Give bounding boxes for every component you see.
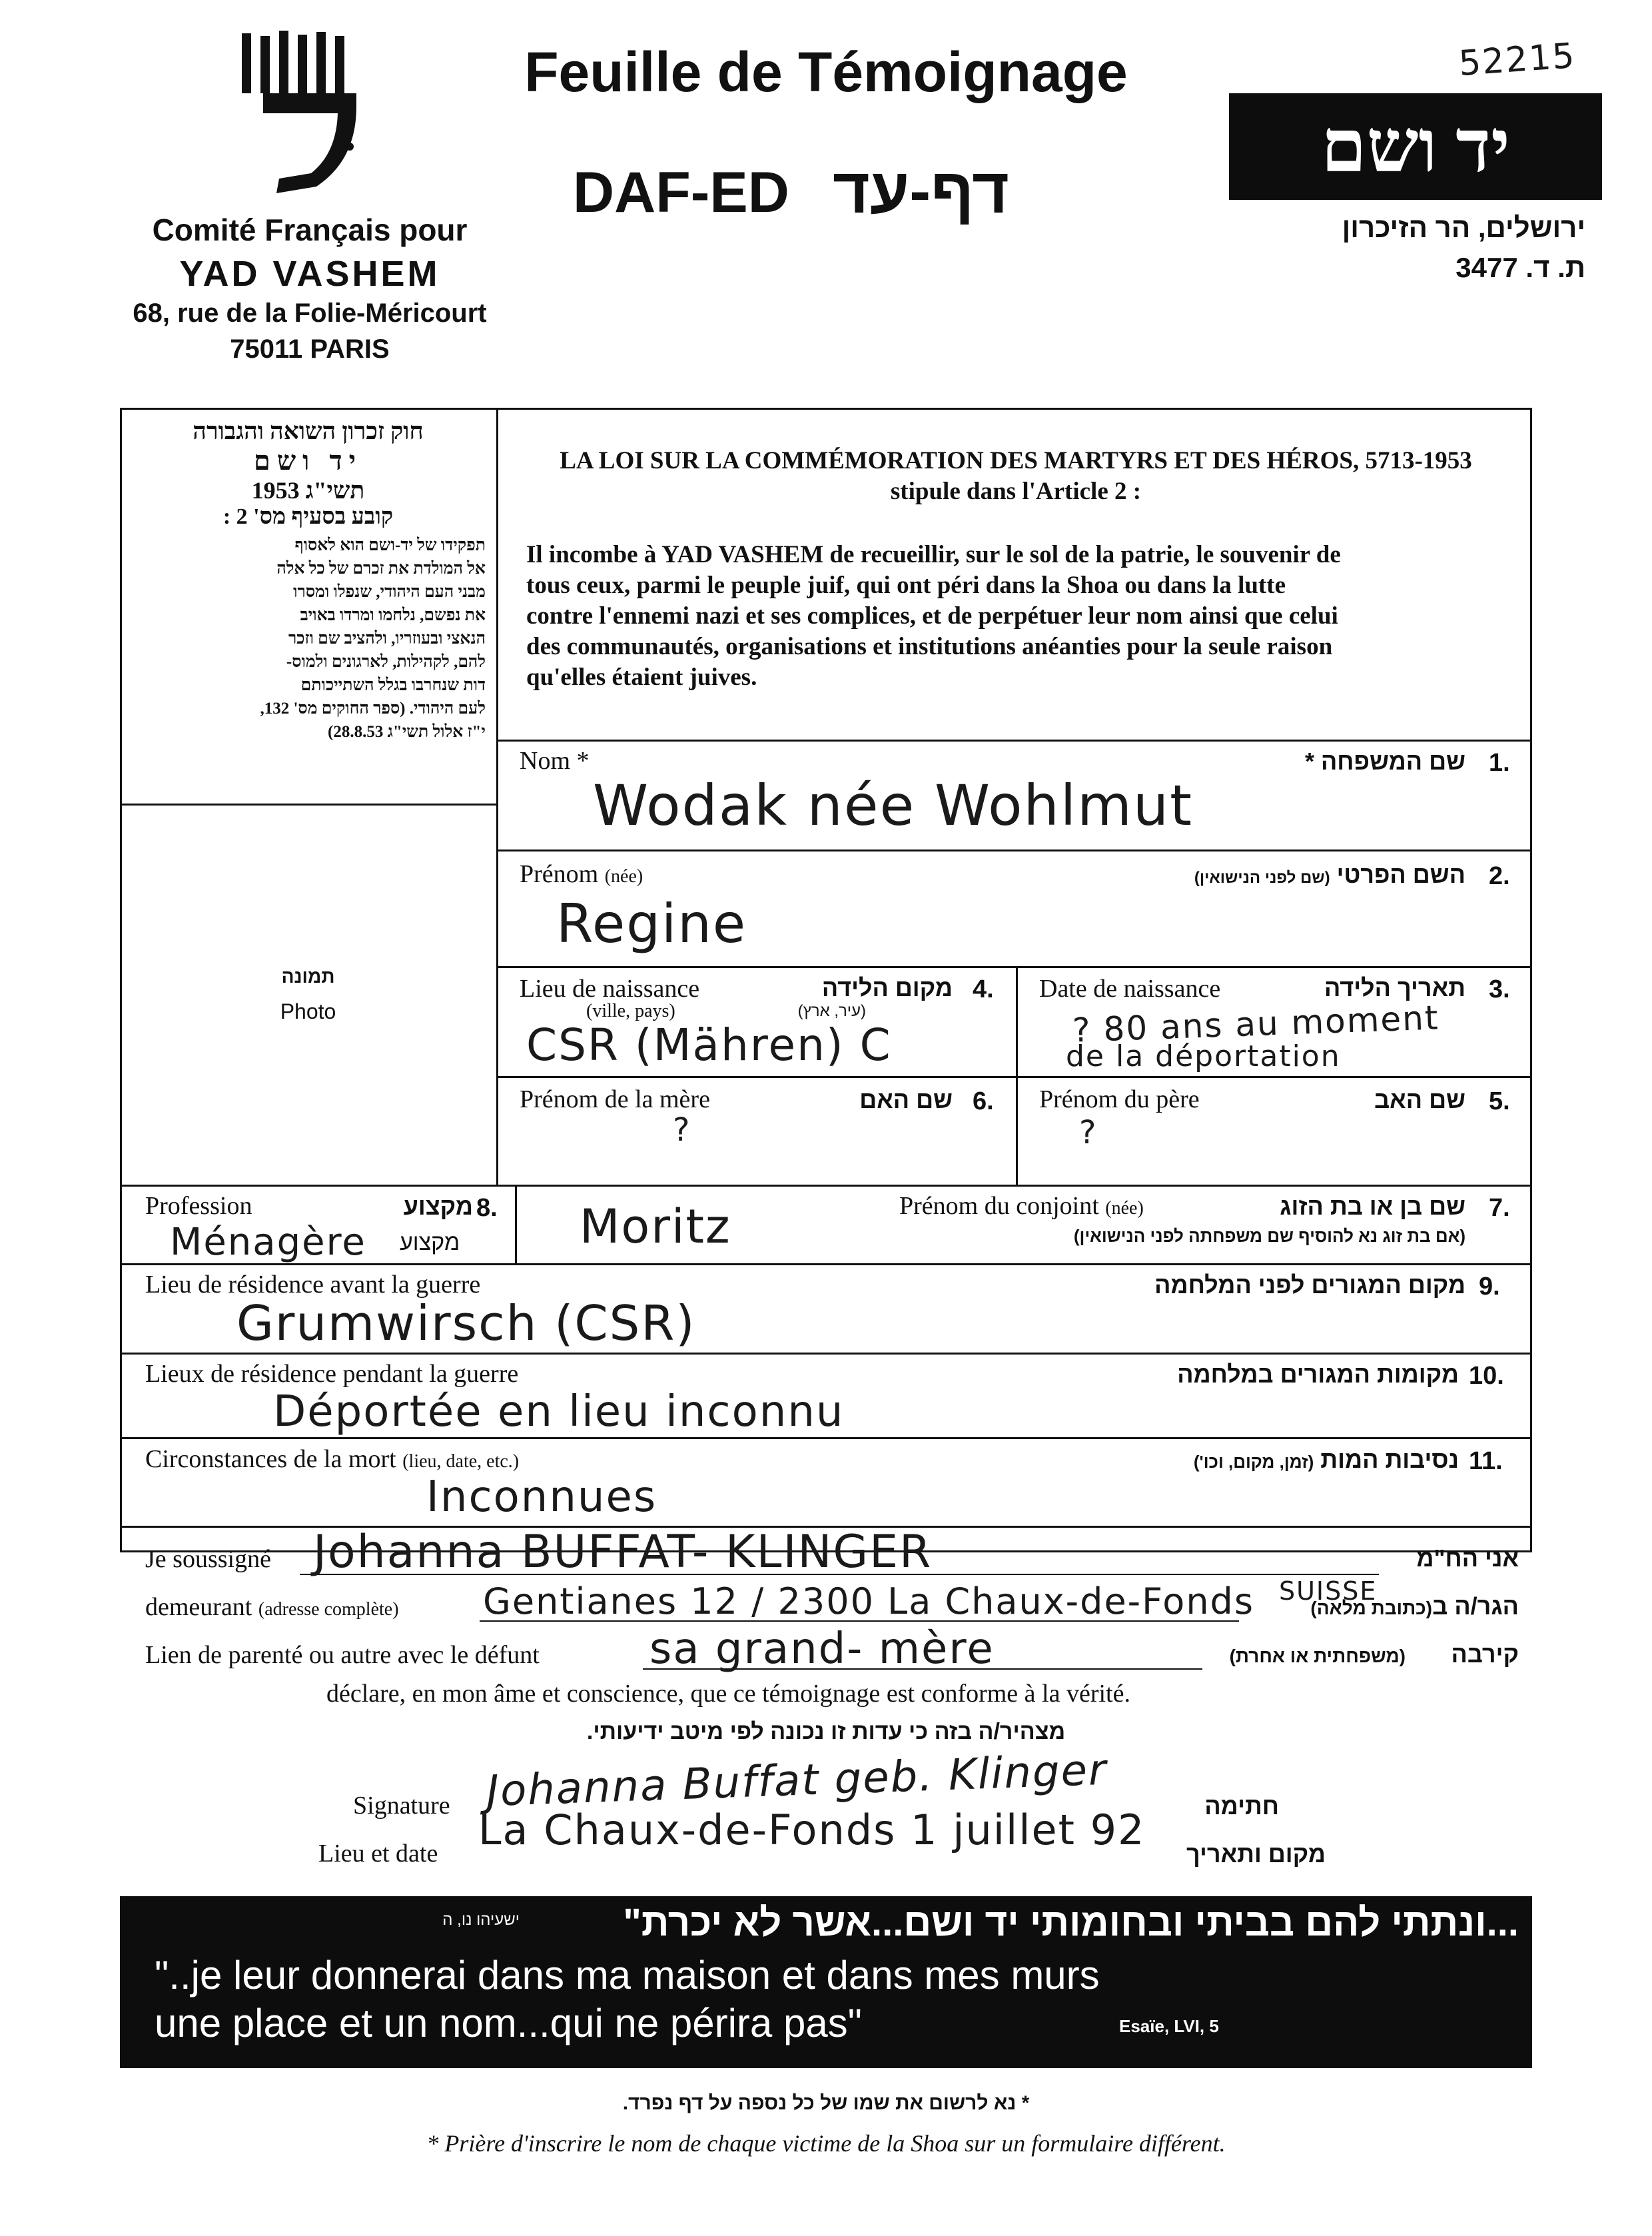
yad-vashem-hebrew-logo <box>1229 93 1602 200</box>
circonstances-label-hebrew-small: (זמן, מקום, וכו') <box>1193 1452 1314 1472</box>
prenom-label-hebrew-small: (שם לפני הנישואין) <box>1194 869 1330 887</box>
demeurant-label-text: demeurant <box>145 1593 252 1621</box>
date-naissance-value-line1[interactable]: ? 80 ans au moment <box>1072 998 1440 1050</box>
residence-avant-label-hebrew: מקום המגורים לפני המלחמה <box>1154 1271 1465 1299</box>
hebrew-law-yad-vashem: יד ושם <box>253 446 363 476</box>
nom-label: Nom * <box>520 747 590 775</box>
soussigne-value[interactable]: Johanna BUFFAT- KLINGER <box>313 1526 933 1578</box>
footer-hebrew-reference: ישעיהו נו, ה <box>442 1911 520 1929</box>
nom-number: 1. <box>1489 749 1510 777</box>
nom-label-hebrew: שם המשפחה * <box>1304 748 1465 775</box>
po-box-hebrew: ת. ד. 3477 <box>1455 252 1585 283</box>
profession-value-hebrew: מקצוע <box>400 1230 460 1255</box>
conjoint-label-small: (née) <box>1105 1198 1144 1219</box>
logo-hebrew-text: יד ושם <box>1321 106 1510 187</box>
profession-label-hebrew: מקצוע <box>403 1193 473 1220</box>
law-text <box>526 540 1499 693</box>
prenom-mere-label: Prénom de la mère <box>520 1085 710 1113</box>
date-naissance-label-hebrew: תאריך הלידה <box>1324 974 1465 1001</box>
footer-french-line-1: "..je leur donnerai dans ma maison et dans mes murs <box>155 1953 1100 1997</box>
committee-address-1: 68, rue de la Folie-Méricourt <box>133 298 487 328</box>
law-text-line: des communautés, organisations et institutions anéanties pour la seule raison <box>526 633 1333 660</box>
demeurant-label <box>145 1592 399 1622</box>
prenom-label <box>520 859 643 889</box>
daf-ed-hebrew-title: דף-עד <box>833 155 1009 227</box>
profession-label: Profession <box>145 1192 252 1220</box>
page-title: Feuille de Témoignage <box>524 41 1128 103</box>
soussigne-label-hebrew: אני הח"מ <box>1416 1544 1519 1572</box>
demeurant-country[interactable]: SUISSE <box>1279 1576 1378 1606</box>
daf-ed-title: DAF-ED <box>573 161 789 225</box>
hebrew-law-year: תשי"ג 1953 <box>251 477 365 504</box>
declare-text: déclare, en mon âme et conscience, que ce témoignage est conforme à la vérité. <box>326 1680 1130 1708</box>
conjoint-number: 7. <box>1489 1194 1510 1222</box>
law-text-line: qu'elles étaient juives. <box>526 664 757 691</box>
circonstances-label-hebrew-text: נסיבות המות <box>1320 1446 1459 1473</box>
hebrew-law-line: תפקידו של יד-ושם הוא לאסוף <box>294 536 486 554</box>
lien-label-hebrew-small: (משפחתית או אחרת) <box>1229 1646 1406 1666</box>
prenom-label-text: Prénom <box>520 860 599 888</box>
residence-pendant-label-hebrew: מקומות המגורים במלחמה <box>1177 1361 1459 1388</box>
residence-avant-number: 9. <box>1479 1273 1500 1301</box>
circonstances-value[interactable]: Inconnues <box>426 1472 657 1522</box>
prenom-mere-label-hebrew: שם האם <box>859 1086 953 1113</box>
residence-pendant-label: Lieux de résidence pendant la guerre <box>145 1360 519 1388</box>
lieu-naissance-label-hebrew: מקום הלידה <box>821 974 953 1001</box>
footer-hebrew-quote: ...ונתתי להם בביתי ובחומותי יד ושם...אשר לא יכרת" <box>623 1901 1519 1944</box>
prenom-mere-number: 6. <box>973 1087 994 1115</box>
hebrew-law-block <box>127 414 490 744</box>
prenom-pere-label-hebrew: שם האב <box>1374 1086 1465 1113</box>
lieu-naissance-number: 4. <box>973 975 994 1003</box>
prenom-label-hebrew-text: השם הפרטי <box>1336 861 1465 888</box>
hebrew-law-line: הנאצי ובעוזריו, ולהציב שם וזכר <box>288 630 486 648</box>
lieu-naissance-label: Lieu de naissance <box>520 975 700 1003</box>
prenom-mere-value[interactable]: ? <box>673 1111 691 1149</box>
law-text-line: contre l'ennemi nazi et ses complices, et de perpétuer leur nom ainsi que celui <box>526 602 1338 630</box>
photo-label: Photo <box>280 999 336 1023</box>
footer-quote-band <box>120 1896 1532 2068</box>
lieu-date-label: Lieu et date <box>318 1840 438 1868</box>
photo-label-hebrew: תמונה <box>281 966 335 987</box>
circonstances-label <box>145 1444 519 1474</box>
hebrew-law-line: מבני העם היהודי, שנפלו ומסרו <box>293 583 486 601</box>
soussigne-label: Je soussigné <box>145 1545 271 1573</box>
profession-value[interactable]: Ménagère <box>170 1221 366 1264</box>
footnote-hebrew: * נא לרשום את שמו של כל נספה על דף נפרד. <box>622 2092 1030 2114</box>
circonstances-number: 11. <box>1469 1447 1503 1475</box>
lieu-naissance-label-hebrew-small: (עיר, ארץ) <box>797 1002 866 1020</box>
yad-vashem-candle-logo-icon <box>236 27 370 200</box>
demeurant-label-hebrew: הגר/ה ב <box>1432 1592 1519 1620</box>
profession-number: 8. <box>476 1194 498 1222</box>
hebrew-law-article: קובע בסעיף מס' 2 : <box>222 504 394 529</box>
law-subtitle: stipule dans l'Article 2 : <box>890 478 1142 505</box>
prenom-label-small: (née) <box>604 866 643 887</box>
lien-value[interactable]: sa grand- mère <box>649 1624 995 1674</box>
lieu-naissance-value[interactable]: CSR (Mähren) C <box>526 1019 892 1071</box>
nom-value[interactable]: Wodak née Wohlmut <box>593 773 1194 838</box>
lieu-naissance-label-small: (ville, pays) <box>586 1001 675 1021</box>
law-text-line: tous ceux, parmi le peuple juif, qui ont péri dans la Shoa ou dans la lutte <box>526 572 1286 599</box>
footer-french-reference: Esaïe, LVI, 5 <box>1119 2016 1219 2036</box>
prenom-number: 2. <box>1489 862 1510 890</box>
footer-french-line-2: une place et un nom...qui ne périra pas" <box>155 2001 862 2045</box>
jerusalem-hebrew: ירושלים, הר הזיכרון <box>1342 212 1585 243</box>
prenom-pere-value[interactable]: ? <box>1079 1114 1098 1151</box>
hebrew-law-title: חוק זכרון השואה והגבורה <box>193 418 424 444</box>
circonstances-label-hebrew <box>999 1446 1459 1474</box>
hebrew-law-line: י"ז אלול תשי"ג 28.8.53) <box>328 723 486 741</box>
lien-label-hebrew: קירבה <box>1451 1640 1519 1668</box>
residence-avant-value[interactable]: Grumwirsch (CSR) <box>236 1295 696 1351</box>
declare-text-hebrew: מצהיר/ה בזה כי עדות זו נכונה לפי מיטב ידיעותי. <box>586 1719 1066 1744</box>
conjoint-value[interactable]: Moritz <box>580 1199 731 1254</box>
conjoint-label-hebrew-small: (אם בת זוג נא להוסיף שם משפחתה לפני הנישואין) <box>1073 1226 1465 1246</box>
conjoint-label-hebrew: שם בן או בת הזוג <box>1280 1193 1465 1220</box>
prenom-label-hebrew <box>966 861 1465 889</box>
photo-area <box>120 966 496 1024</box>
prenom-value[interactable]: Regine <box>556 893 747 955</box>
conjoint-label <box>899 1191 1144 1221</box>
committee-label: Comité Français pour <box>152 213 468 247</box>
residence-pendant-value[interactable]: Déportée en lieu inconnu <box>273 1387 845 1436</box>
circonstances-label-small: (lieu, date, etc.) <box>402 1451 520 1472</box>
date-naissance-number: 3. <box>1489 975 1510 1003</box>
prenom-pere-label: Prénom du père <box>1039 1085 1200 1113</box>
hebrew-law-line: אל המולדת את זכרם של כל אלה <box>276 560 486 578</box>
hebrew-law-line: לעם היהודי. (ספר החוקים מס' 132, <box>260 700 486 718</box>
law-text-line: Il incombe à YAD VASHEM de recueillir, sur le sol de la patrie, le souvenir de <box>526 541 1341 568</box>
file-number: 52215 <box>1457 35 1577 85</box>
lien-label: Lien de parenté ou autre avec le défunt <box>145 1641 540 1669</box>
demeurant-value[interactable]: Gentianes 12 / 2300 La Chaux-de-Fonds <box>483 1580 1254 1622</box>
demeurant-label-hebrew-small: (כתובת מלאה) <box>1310 1598 1432 1618</box>
demeurant-label-small: (adresse complète) <box>258 1599 399 1620</box>
committee-address-2: 75011 PARIS <box>230 334 390 364</box>
residence-pendant-number: 10. <box>1469 1362 1504 1390</box>
hebrew-law-line: את נפשם, נלחמו ומרדו באויב <box>300 606 486 624</box>
footnote-french: * Prière d'inscrire le nom de chaque victime de la Shoa sur un formulaire différent. <box>426 2130 1226 2157</box>
date-naissance-label: Date de naissance <box>1039 975 1221 1003</box>
law-title: LA LOI SUR LA COMMÉMORATION DES MARTYRS ET DES HÉROS, 5713-1953 <box>560 447 1472 474</box>
signature-value[interactable]: Johanna Buffat geb. Klinger <box>485 1745 1108 1817</box>
date-naissance-value-line2[interactable]: de la déportation <box>1066 1039 1341 1073</box>
signature-label-hebrew: חתימה <box>1204 1792 1279 1820</box>
lieu-date-label-hebrew: מקום ותאריך <box>1186 1840 1326 1868</box>
hebrew-law-line: דות שנחרבו בגלל השתייכותם <box>300 676 486 694</box>
prenom-pere-number: 5. <box>1489 1087 1510 1115</box>
signature-label: Signature <box>353 1792 450 1820</box>
conjoint-label-text: Prénom du conjoint <box>899 1192 1099 1220</box>
residence-avant-label: Lieu de résidence avant la guerre <box>145 1271 481 1299</box>
org-name: YAD VASHEM <box>179 254 440 294</box>
lieu-date-value[interactable]: La Chaux-de-Fonds 1 juillet 92 <box>478 1806 1146 1854</box>
circonstances-label-text: Circonstances de la mort <box>145 1445 396 1473</box>
hebrew-law-line: להם, לקהילות, לארגונים ולמוס- <box>286 653 486 671</box>
